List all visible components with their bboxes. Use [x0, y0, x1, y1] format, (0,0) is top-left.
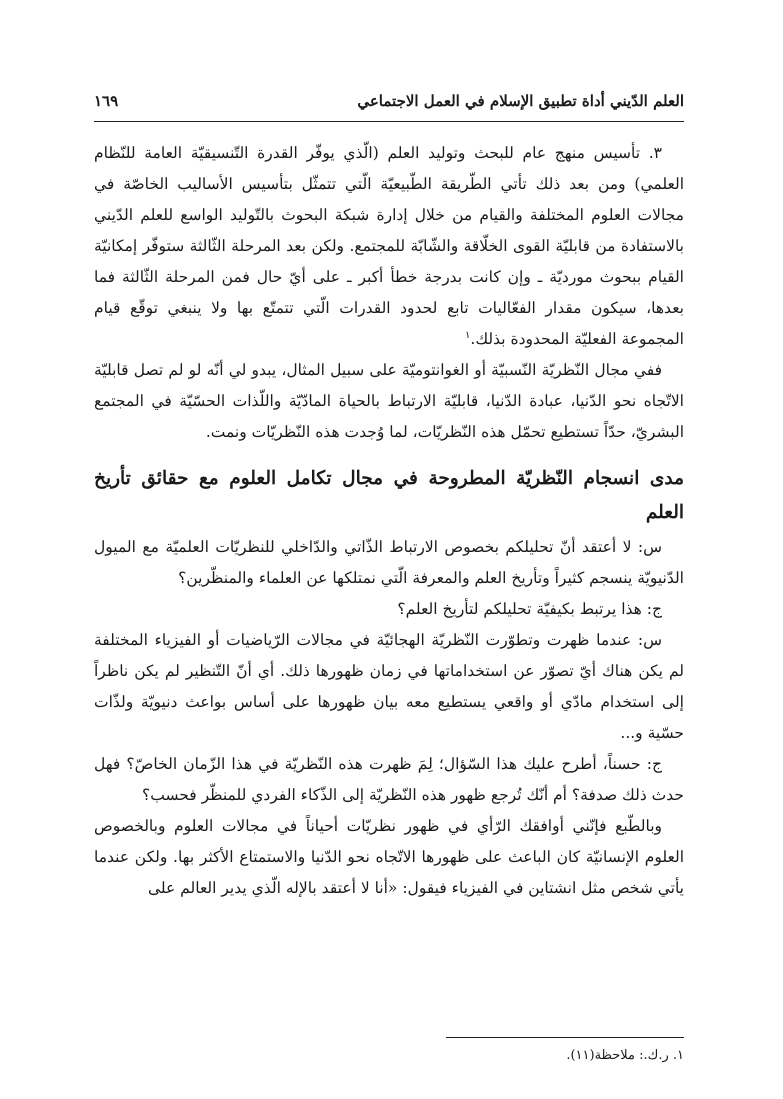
answer-paragraph: ج: هذا يرتبط بكيفيّة تحليلكم لتأريخ العلم؟	[397, 600, 662, 618]
body-text	[94, 138, 684, 904]
header-divider	[94, 121, 684, 122]
footnote: ١. ر.ك.: ملاحظة(١١).	[566, 1048, 684, 1063]
paragraph-relativity: ففي مجال النّظريّة النّسبيّة أو الغوانتوميّة على سبيل المثال، يبدو لي أنّه لو لم تصل قابليّة الاتّجاه نحو الدّنيا، عبادة الدّنيا، قابليّة الارتباط بالحياة المادّيّة واللّذات الحسّيّة في المجتمع البشريّ، حدّاً تستطيع تحمّل هذه النّظريّات، لما وُجدت هذه النّظريّات ونمت.	[94, 361, 684, 441]
answer-paragraph: ج: حسناً، أطرح عليك هذا السّؤال؛ لِمَ ظهرت هذه النّظريّة في هذا الزّمان الخاصّ؟ فهل حدث ذلك صدفة؟ أم أنّك تُرجع ظهور هذه النّظريّة إلى الذّكاء الفردي للمنظّر فحسب؟	[94, 755, 684, 804]
page-number: ١٦٩	[94, 92, 119, 110]
question-paragraph: س: عندما ظهرت وتطوّرت النّظريّة الهجائيّة في مجالات الرّياضيات أو الفيزياء المختلفة لم يكن هناك أيّ تصوّر عن استخداماتها في زمان ظهورها ذلك. أي أنّ التّنظير لم يكن ناظراً إلى استخدام مادّي أو واقعي يستطيع معه بيان ظهورها على أساس بواعث دنيويّة ولذّات حسّية و...	[94, 631, 684, 742]
question-paragraph: س: لا أعتقد أنّ تحليلكم بخصوص الارتباط الذّاتي والدّاخلي للنظريّات العلميّة مع الميول الدّنيويّة ينسجم كثيراً وتأريخ العلم والمعرفة الّتي نمتلكها عن العلماء والمنظّرين؟	[94, 538, 684, 587]
answer-continuation-paragraph: وبالطّبع فإنّني أوافقك الرّأي في ظهور نظريّات أحياناً في مجالات العلوم وبالخصوص العلوم الإنسانيّة كان الباعث على ظهورها الاتّجاه نحو الدّنيا والاستمتاع الأكثر بها. ولكن عندما يأتي شخص مثل انشتاين في الفيزياء فيقول: «أنا لا أعتقد بالإله الّذي يدير العالم على	[94, 817, 684, 897]
section-heading: مدى انسجام النّظريّة المطروحة في مجال تكامل العلوم مع حقائق تأريخ العلم	[94, 468, 684, 523]
running-header	[94, 86, 684, 116]
paragraph-text: ٣. تأسيس منهج عام للبحث وتوليد العلم (الّذي يوفّر القدرة التّنسيقيّة العامة للنّظام العلمي) ومن بعد ذلك تأتي الطّريقة الطّبيعيّة الّتي تتمثّل بتأسيس الأساليب الخاصّة في مجالات العلوم المختلفة والقيام من خلال إدارة شبكة البحوث بالتّوليد الواسع للعلم الدّيني بالاستفادة من قابليّة القوى الخلّاقة والشّابّة للمجتمع. ولكن بعد المرحلة الثّالثة ستوفّر إمكانيّة القيام ببحوث مورديّة ـ وإن كانت بدرجة خطأ أكبر ـ على أيّ حال فمن المرحلة الثّالثة فما بعدها، سيكون مقدار الفعّاليات تابع لحدود القدرات الّتي تتمتّع بها ولا ينبغي توقّع قيام المجموعة الفعليّة المحدودة بذلك.	[94, 144, 684, 348]
footnote-reference: ١	[465, 329, 471, 341]
paragraph-point-3	[94, 138, 684, 355]
running-header-title: العلم الدّيني أداة تطبيق الإسلام في العمل الاجتماعي	[357, 92, 684, 110]
footnote-divider	[446, 1037, 684, 1038]
